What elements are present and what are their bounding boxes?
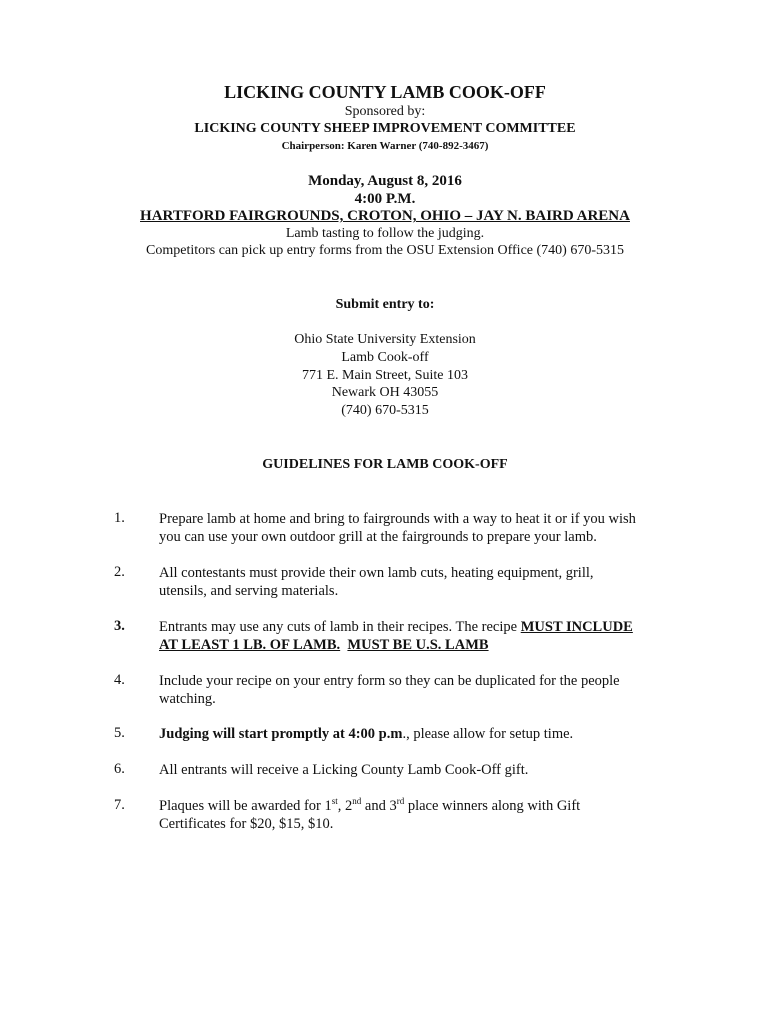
sponsored-by-label: Sponsored by:: [344, 104, 426, 119]
guideline-text: All contestants must provide their own lamb cuts, heating equipment, grill,: [159, 565, 594, 581]
guideline-text: ., please allow for setup time.: [402, 726, 574, 742]
guideline-text: and 3: [361, 798, 397, 814]
guideline-item: [159, 510, 679, 546]
emphasis-text: AT LEAST 1 LB. OF LAMB.: [159, 637, 341, 653]
committee-name: LICKING COUNTY SHEEP IMPROVEMENT COMMITTEE: [194, 121, 576, 136]
guideline-number: 3.: [114, 618, 125, 634]
ordinal-suffix: st: [331, 796, 338, 807]
emphasis-text: MUST INCLUDE: [520, 619, 633, 635]
guideline-item: [159, 672, 679, 708]
guideline-number: 1.: [114, 510, 125, 526]
guideline-item: [159, 618, 679, 654]
guideline-text: watching.: [159, 691, 216, 707]
emphasis-text: MUST BE U.S. LAMB: [347, 637, 489, 653]
document-title: LICKING COUNTY LAMB COOK-OFF: [224, 82, 546, 102]
guideline-text: All entrants will receive a Licking County Lamb Cook-Off gift.: [159, 762, 529, 778]
guideline-text: Include your recipe on your entry form so they can be duplicated for the people: [159, 673, 620, 689]
address-line: Newark OH 43055: [331, 385, 439, 400]
guideline-text: you can use your own outdoor grill at the fairgrounds to prepare your lamb.: [159, 529, 597, 545]
guideline-text: , 2: [337, 798, 353, 814]
address-line: Lamb Cook-off: [341, 350, 429, 365]
ordinal-suffix: nd: [352, 796, 362, 807]
guideline-item: [159, 725, 679, 743]
guideline-number: 5.: [114, 725, 125, 741]
guidelines-heading: GUIDELINES FOR LAMB COOK-OFF: [262, 457, 508, 472]
address-line: 771 E. Main Street, Suite 103: [301, 368, 469, 383]
event-location: HARTFORD FAIRGROUNDS, CROTON, OHIO – JAY N. BAIRD ARENA: [140, 208, 630, 224]
guideline-text: Prepare lamb at home and bring to fairgrounds with a way to heat it or if you wish: [159, 511, 636, 527]
event-date: Monday, August 8, 2016: [308, 173, 462, 189]
guideline-text: Entrants may use any cuts of lamb in their recipes. The recipe: [159, 619, 521, 635]
event-time: 4:00 P.M.: [354, 191, 416, 207]
guideline-text: utensils, and serving materials.: [159, 583, 339, 599]
guideline-number: 4.: [114, 672, 125, 688]
guideline-text: place winners along with Gift: [404, 798, 581, 814]
tasting-note: Lamb tasting to follow the judging.: [285, 226, 485, 241]
guideline-number: 7.: [114, 797, 125, 813]
address-line: Ohio State University Extension: [294, 332, 476, 347]
guideline-text: Certificates for $20, $15, $10.: [159, 816, 334, 832]
emphasis-text: Judging will start promptly at 4:00 p.m: [159, 726, 403, 742]
guideline-text: Plaques will be awarded for 1: [159, 798, 332, 814]
guideline-item: [159, 761, 679, 779]
chairperson-line: Chairperson: Karen Warner (740-892-3467): [281, 140, 489, 152]
entry-forms-note: Competitors can pick up entry forms from the OSU Extension Office (740) 670-5315: [146, 243, 624, 258]
guideline-number: 2.: [114, 564, 125, 580]
submit-heading: Submit entry to:: [335, 297, 435, 312]
address-phone: (740) 670-5315: [341, 403, 429, 418]
guideline-item: [159, 564, 679, 600]
guideline-number: 6.: [114, 761, 125, 777]
guideline-item: [159, 797, 679, 833]
ordinal-suffix: rd: [396, 796, 405, 807]
